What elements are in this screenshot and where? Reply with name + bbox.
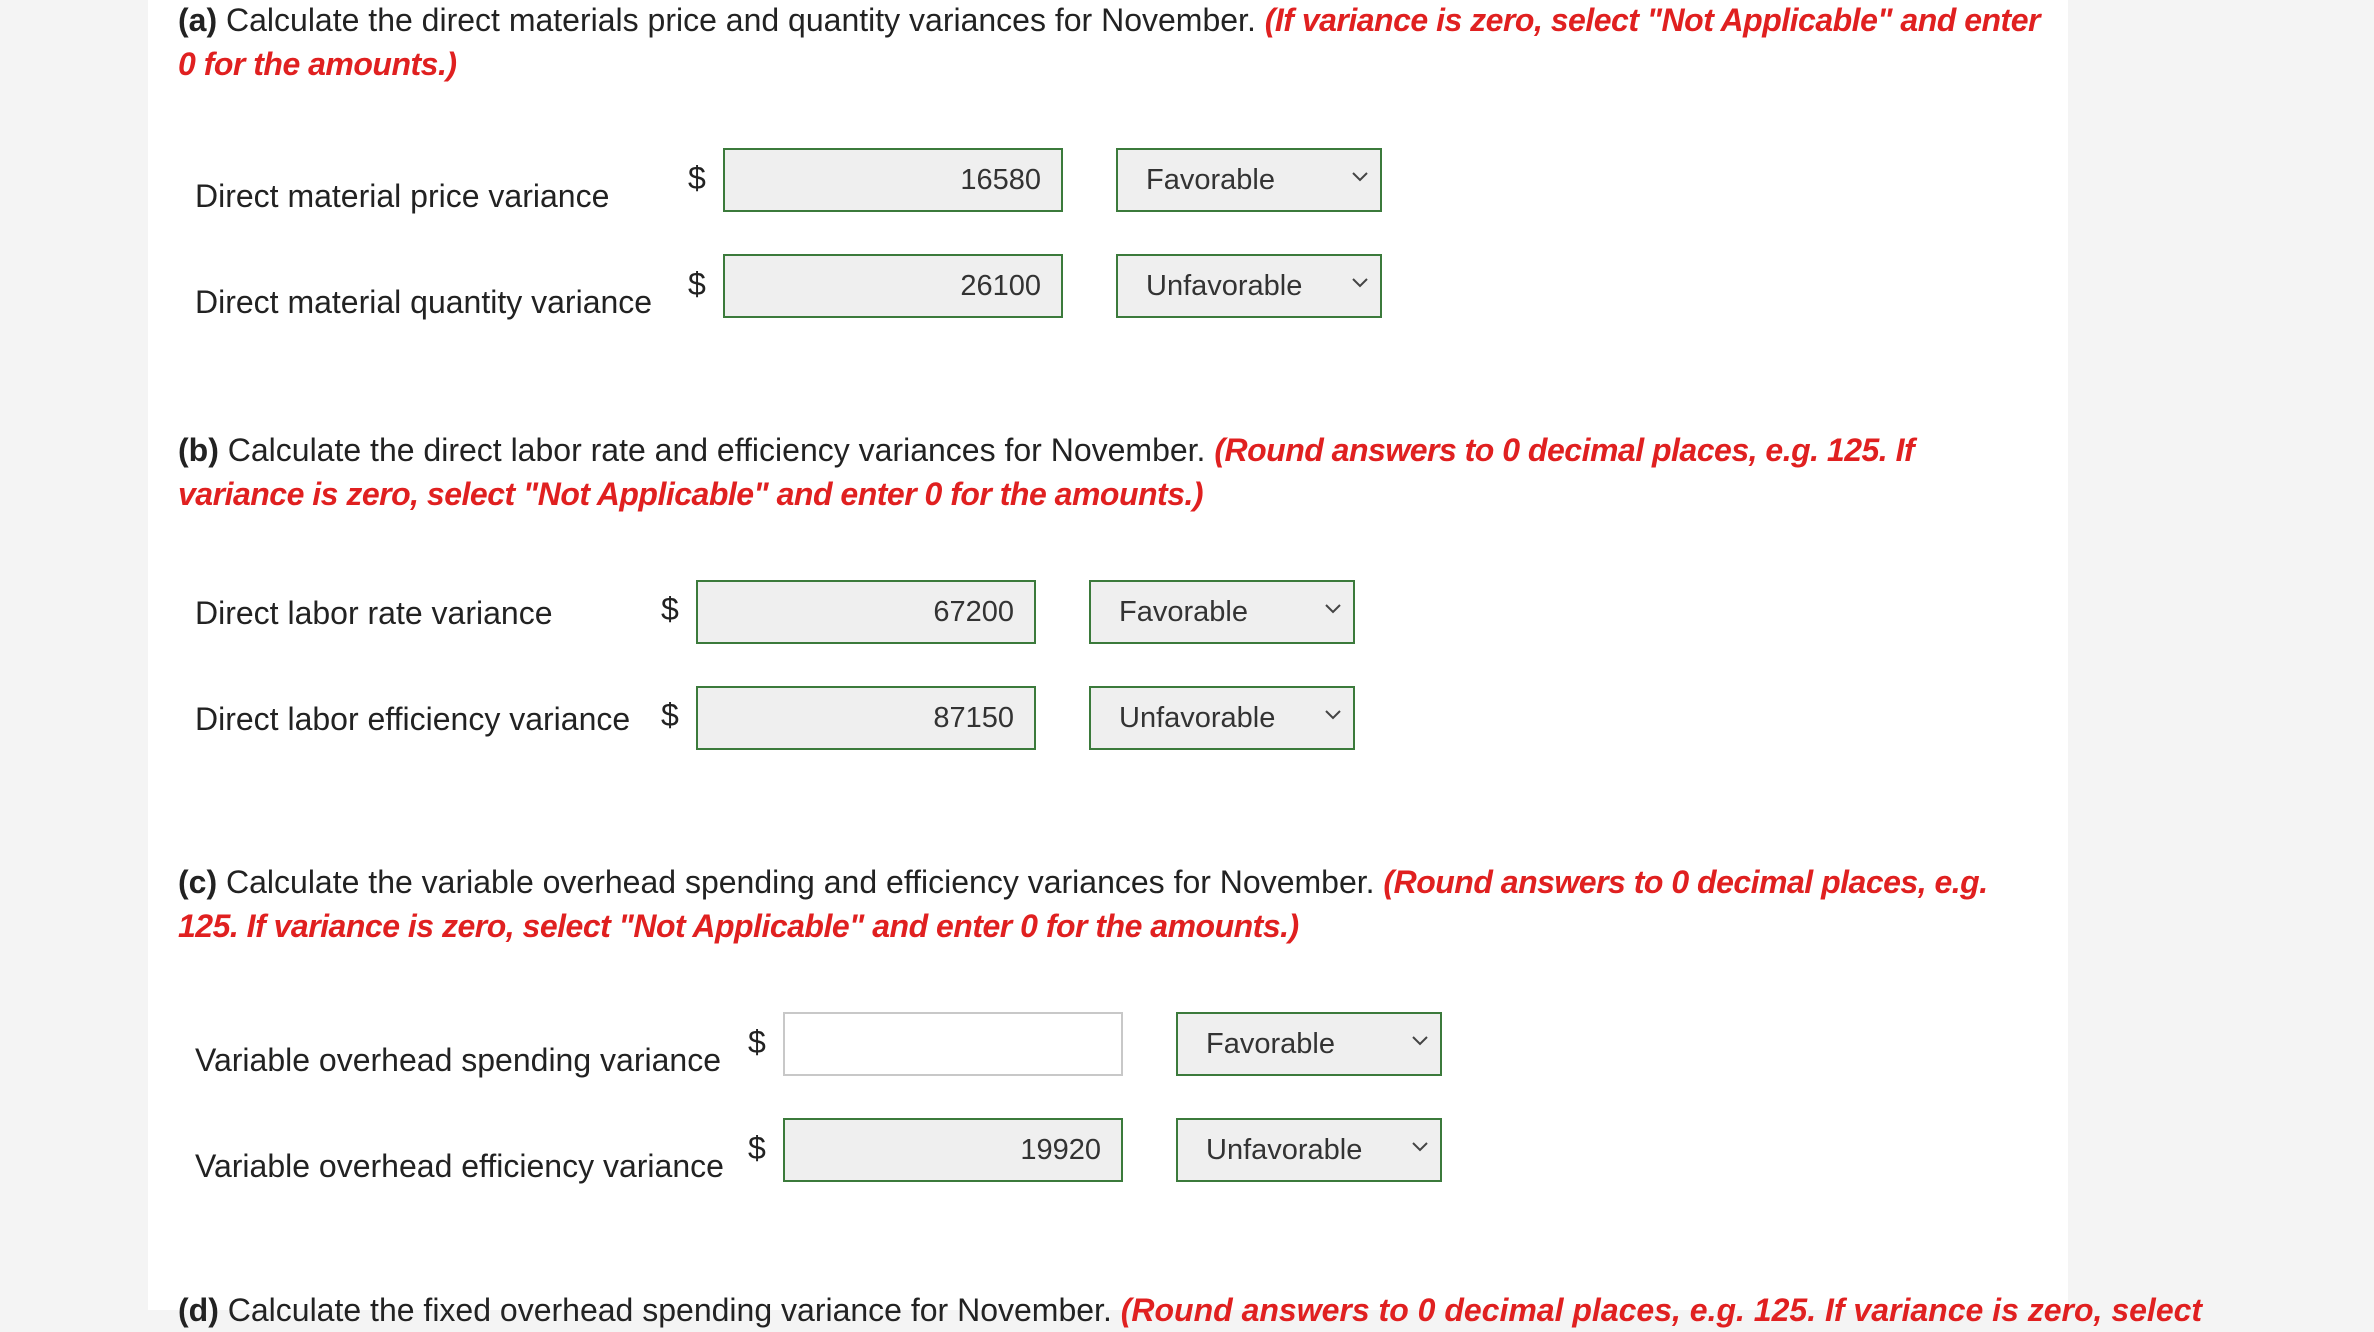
- direct-labor-efficiency-variance-select[interactable]: [1089, 686, 1355, 750]
- direct-material-quantity-variance-input[interactable]: 26100: [723, 254, 1063, 318]
- currency-symbol: $: [661, 591, 679, 627]
- section-c-prompt: Calculate the variable overhead spending and efficiency variances for November.: [226, 864, 1375, 900]
- section-d-prompt: Calculate the fixed overhead spending variance for November.: [227, 1292, 1112, 1328]
- section-c-heading: [178, 860, 2048, 948]
- variable-overhead-spending-variance-label: Variable overhead spending variance: [195, 1042, 721, 1078]
- variable-overhead-efficiency-variance-input[interactable]: 19920: [783, 1118, 1123, 1182]
- direct-labor-rate-variance-selected: Favorable: [1119, 596, 1248, 628]
- currency-symbol: $: [748, 1130, 766, 1166]
- section-d-heading: [178, 1288, 2203, 1332]
- variable-overhead-spending-variance-selected: Favorable: [1206, 1028, 1335, 1060]
- section-a-part-label: (a): [178, 2, 218, 38]
- direct-material-quantity-variance-select[interactable]: [1116, 254, 1382, 318]
- section-a-heading: [178, 0, 2048, 86]
- direct-labor-efficiency-variance-input[interactable]: 87150: [696, 686, 1036, 750]
- direct-material-quantity-variance-selected: Unfavorable: [1146, 270, 1303, 302]
- direct-labor-rate-variance-label: Direct labor rate variance: [195, 595, 553, 631]
- chevron-down-icon: [1323, 598, 1343, 618]
- direct-material-price-variance-input[interactable]: 16580: [723, 148, 1063, 212]
- direct-material-price-variance-label: Direct material price variance: [195, 178, 610, 214]
- direct-labor-rate-variance-select[interactable]: [1089, 580, 1355, 644]
- section-b-instruction: (Round answers to 0 decimal places, e.g. 125. If variance is zero, select "Not Applicable" and enter 0 for the amounts.): [178, 432, 1915, 512]
- chevron-down-icon: [1323, 704, 1343, 724]
- variable-overhead-spending-variance-input[interactable]: [783, 1012, 1123, 1076]
- section-b-heading: [178, 428, 2048, 516]
- section-c-instruction: (Round answers to 0 decimal places, e.g. 125. If variance is zero, select "Not Applicable" and enter 0 for the amounts.): [178, 864, 1988, 944]
- variable-overhead-spending-variance-select[interactable]: [1176, 1012, 1442, 1076]
- chevron-down-icon: [1410, 1136, 1430, 1156]
- currency-symbol: $: [661, 697, 679, 733]
- chevron-down-icon: [1350, 272, 1370, 292]
- currency-symbol: $: [688, 266, 706, 302]
- section-c-part-label: (c): [178, 864, 218, 900]
- section-b-prompt: Calculate the direct labor rate and efficiency variances for November.: [227, 432, 1206, 468]
- variable-overhead-efficiency-variance-label: Variable overhead efficiency variance: [195, 1148, 724, 1184]
- direct-labor-efficiency-variance-selected: Unfavorable: [1119, 702, 1276, 734]
- direct-material-price-variance-select[interactable]: [1116, 148, 1382, 212]
- section-d-instruction: (Round answers to 0 decimal places, e.g. 125. If variance is zero, select: [1120, 1292, 2203, 1328]
- direct-material-price-variance-selected: Favorable: [1146, 164, 1275, 196]
- direct-labor-rate-variance-input[interactable]: 67200: [696, 580, 1036, 644]
- chevron-down-icon: [1350, 166, 1370, 186]
- section-d-part-label: (d): [178, 1292, 219, 1328]
- variable-overhead-efficiency-variance-select[interactable]: [1176, 1118, 1442, 1182]
- currency-symbol: $: [748, 1024, 766, 1060]
- variable-overhead-efficiency-variance-selected: Unfavorable: [1206, 1134, 1363, 1166]
- direct-material-quantity-variance-label: Direct material quantity variance: [195, 284, 653, 320]
- section-b-part-label: (b): [178, 432, 219, 468]
- section-a-prompt: Calculate the direct materials price and quantity variances for November.: [226, 2, 1256, 38]
- chevron-down-icon: [1410, 1030, 1430, 1050]
- section-a-instruction: (If variance is zero, select "Not Applicable" and enter 0 for the amounts.): [178, 2, 2040, 82]
- currency-symbol: $: [688, 160, 706, 196]
- direct-labor-efficiency-variance-label: Direct labor efficiency variance: [195, 701, 631, 737]
